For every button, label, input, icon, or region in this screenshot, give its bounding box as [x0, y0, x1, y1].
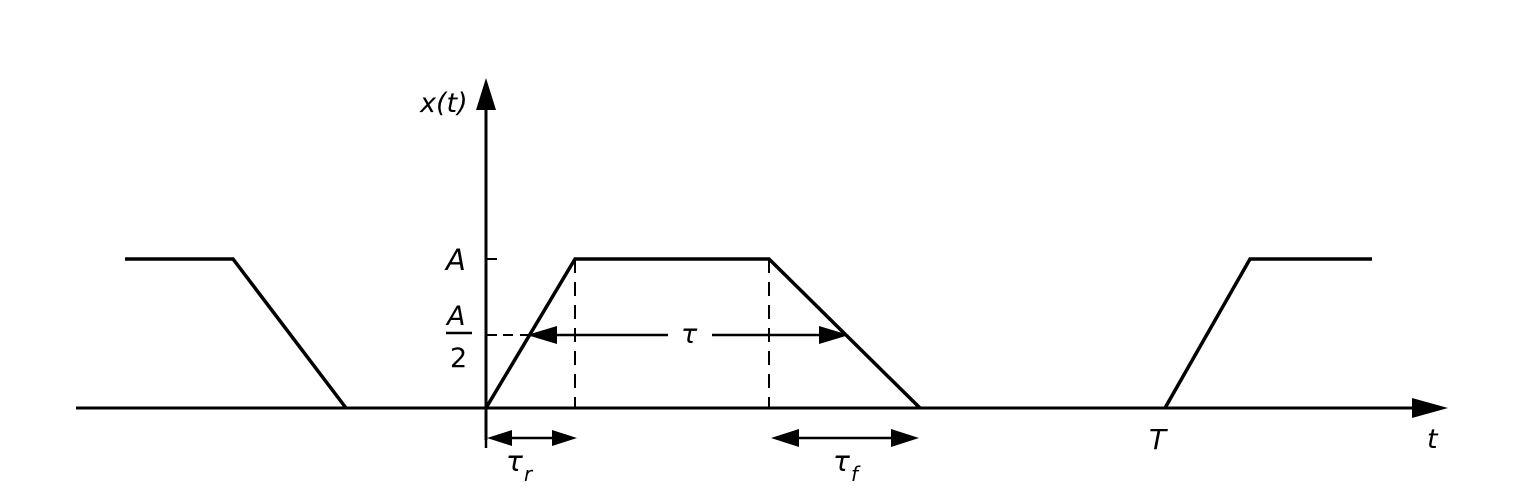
y-axis-label: x(t) [420, 88, 468, 119]
time-axis-arrowhead [1412, 398, 1448, 418]
x-axis-label: t [1427, 424, 1438, 455]
rise-time-label-base: τ [506, 445, 523, 478]
fall-time-arrowhead-left [771, 429, 799, 447]
previous-pulse-waveform [125, 259, 346, 408]
fall-time-label-subscript: f [851, 462, 859, 486]
rise-time-arrowhead-left [487, 430, 512, 446]
fall-time-arrowhead-right [891, 429, 919, 447]
amplitude-label: A [446, 243, 466, 277]
next-pulse-waveform [1165, 259, 1372, 408]
fall-time-label-base: τ [833, 445, 850, 478]
rise-time-arrowhead-right [552, 430, 577, 446]
half-amplitude-numerator: A [447, 301, 466, 332]
amplitude-axis-arrowhead [476, 78, 496, 110]
pulse-width-label: τ [681, 319, 698, 350]
pulse-width-arrowhead-right [819, 326, 849, 344]
period-label: T [1149, 423, 1167, 456]
rise-time-label-subscript: r [524, 462, 533, 486]
half-amplitude-denominator: 2 [450, 343, 468, 374]
